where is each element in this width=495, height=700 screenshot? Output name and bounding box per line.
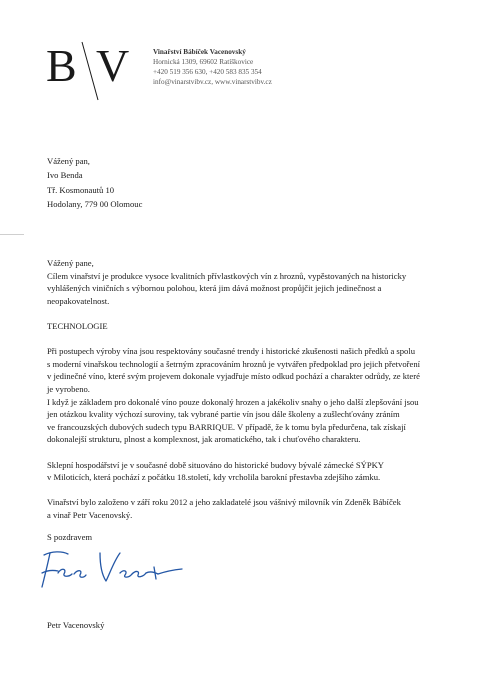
technology-line: jen otázkou kvality výchozí suroviny, tak vybrané partie vín jsou dále školeny a zušlechťovány zráním	[47, 409, 400, 420]
technology-line: I když je základem pro dokonalé víno pouze dokonalý hrozen a jakékoliv snahy o jeho další zlepšování jsou	[47, 396, 419, 407]
cellar-line: v Miloticích, která pochází z počátku 18.století, kdy vrcholila barokní přestavba zdejšího zámku.	[47, 472, 381, 483]
company-logo	[46, 40, 130, 102]
recipient-block	[47, 154, 142, 211]
intro-line: vyhlášených viničních s výbornou polohou, která jim dává možnost propůjčit jejich jedinečnost a	[47, 283, 382, 294]
recipient-salutation: Vážený pan,	[47, 156, 90, 166]
section-heading: TECHNOLOGIE	[47, 320, 108, 331]
cellar-line: Sklepní hospodářství je v současné době situováno do historické budovy bývalé zámecké SÝPKY	[47, 459, 385, 470]
founding-line: Vinařství bylo založeno v září roku 2012 a jeho zakladatelé jsou vášnivý milovník vín Zdeněk Bábíček	[47, 497, 401, 508]
sender-phones: +420 519 356 630, +420 583 835 354	[153, 68, 262, 76]
sender-name: Vinařství Bábíček Vacenovský	[153, 48, 246, 56]
technology-line: ve francouzských dubových sudech typu BARRIQUE. V případě, že k tomu byla předurčena, tak získají	[47, 421, 406, 432]
intro-line: neopakovatelnost.	[47, 295, 110, 306]
recipient-street: Tř. Kosmonautů 10	[47, 184, 115, 195]
logo-letter-v: V	[96, 40, 130, 91]
letter-body	[47, 257, 467, 521]
logo-letter-b: B	[46, 40, 77, 91]
intro-line: Cílem vinařství je produkce vysoce kvalitních přívlastkových vín z hroznů, vypěstovaných na historicky	[47, 270, 407, 281]
founding-line: a vinař Petr Vacenovský.	[47, 509, 133, 520]
signer-name: Petr Vacenovský	[47, 620, 105, 630]
technology-line: je vyrobeno.	[47, 383, 90, 394]
handwritten-signature	[36, 543, 186, 595]
technology-line: s moderní vinařskou technologií a šetrným zpracováním hroznů je vytvářen předpoklad pro jejich přetvoření	[47, 358, 420, 369]
closing-phrase: S pozdravem	[47, 532, 93, 542]
sender-block	[153, 47, 272, 87]
technology-line: dokonalejší strukturu, plnost a komplexnost, jak aromatického, tak i chuťového charakteru.	[47, 434, 361, 445]
sender-address: Hornická 1309, 69602 Ratíškovice	[153, 58, 254, 66]
letter-greeting: Vážený pane,	[47, 258, 94, 268]
technology-line: Při postupech výroby vína jsou respektovány současné trendy i historické zkušenosti našich předků a spolu	[47, 346, 416, 357]
technology-line: v jedinečné víno, které svým projevem dokonale vyjadřuje místo odkud pochází a charakter odrůdy, ze které	[47, 371, 420, 382]
fold-mark	[0, 234, 24, 235]
recipient-city: Hodolany, 779 00 Olomouc	[47, 198, 143, 209]
sender-contact: info@vinarstvibv.cz, www.vinarstvibv.cz	[153, 78, 272, 86]
recipient-name: Ivo Benda	[47, 170, 83, 181]
